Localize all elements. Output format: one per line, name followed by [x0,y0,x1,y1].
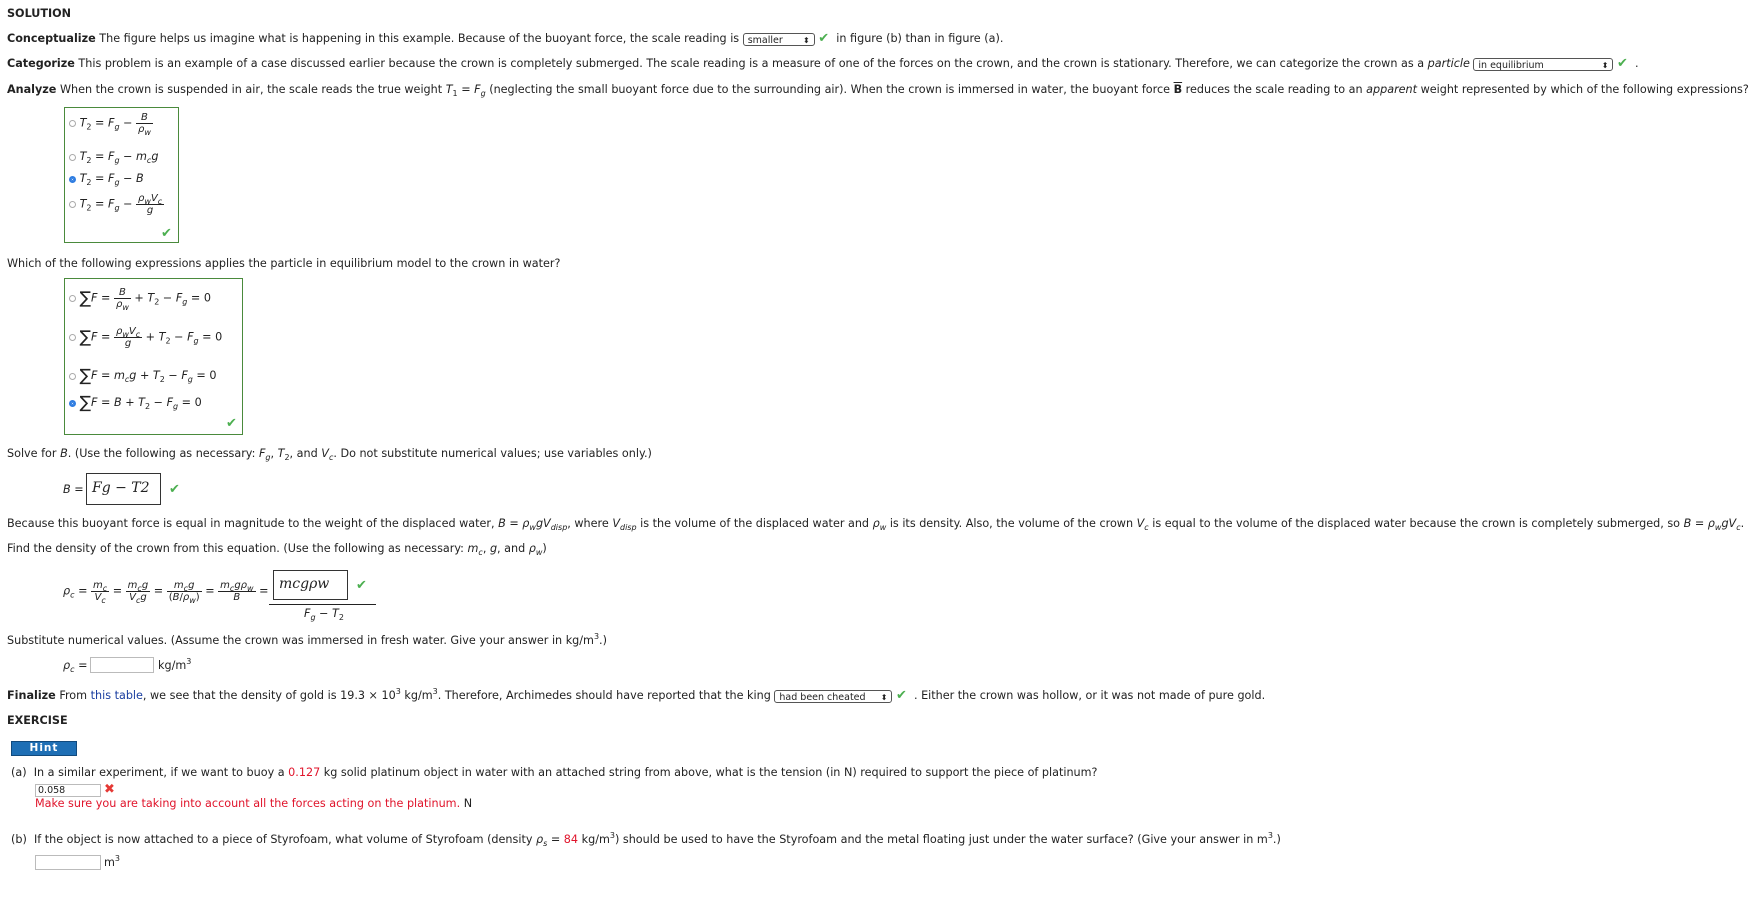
b-answer-value: Fg − T2 [92,480,150,496]
analyze-text-4: weight represented by which of the following expressions? [1420,83,1749,96]
part-a-answer-input[interactable]: 0.058 [35,784,101,797]
categorize-text-after: . [1635,57,1639,70]
conceptualize-line [7,31,1003,46]
q2-option-1[interactable]: ∑F = $\frac{\rho_wV_c}{g}$ + $T_2 - F_g = 0$ [69,326,222,349]
density-unit: $kg/m^3$ [158,657,192,672]
mass-value: 0.127 [288,766,321,779]
q1-option-0[interactable]: $T_2 = F_g$ − $\frac{B}{\rho_w}$ [69,112,153,135]
density-answer-field[interactable] [273,570,348,600]
q2-option-0[interactable]: ∑F = $\frac{B}{\rho_w}$ + $T_2 - F_g = 0$ [69,287,211,310]
fraction-bar [269,604,376,605]
select-arrows-icon: ⬍ [803,35,810,45]
checkmark-icon: ✔ [818,31,830,46]
styrofoam-density-value: 84 [563,833,579,846]
q2-prompt: Which of the following expressions applies the particle in equilibrium model to the crown in water? [7,257,561,270]
part-b-answer-input[interactable] [35,855,101,870]
conceptualize-label: Conceptualize [7,32,96,45]
density-value-input[interactable] [90,657,154,673]
select-arrows-icon: ⬍ [1601,60,1609,70]
radio-button-selected[interactable] [69,400,76,407]
scale-reading-select[interactable] [743,33,815,46]
categorize-label: Categorize [7,57,75,70]
solution-title: SOLUTION [7,7,72,20]
radio-button[interactable] [69,120,76,127]
hint-button[interactable]: Hint [11,741,77,756]
categorize-italic: particle [1427,57,1470,70]
substitute-prompt: Substitute numerical values. (Assume the crown was immersed in fresh water. Give your answer in $kg/m^3$.) [7,632,607,647]
particle-model-select-value: in equilibrium [1478,59,1544,71]
part-b-unit: $m^3$ [104,854,120,869]
radio-button[interactable] [69,154,76,161]
part-a-question: (a) In a similar experiment, if we want to buoy a 0.127 kg solid platinum object in water with an attached string from above, what is the tension (in N) required to support the piece of platinum? [11,766,1098,779]
categorize-text: This problem is an example of a case discussed earlier because the crown is completely submerged. The scale reading is a measure of one of the forces on the crown, and the crown is stationary. Therefore, we can categorize the crown as a [78,57,1425,70]
part-a-feedback: Make sure you are taking into account all the forces acting on the platinum. N [35,797,473,810]
b-answer-field[interactable] [86,473,161,505]
q2-option-2[interactable]: $\sum F = m_cg + T_2 - F_g = 0$ [69,366,216,386]
radio-button[interactable] [69,373,76,380]
checkmark-icon: ✔ [226,416,237,431]
checkmark-icon: ✔ [1616,56,1628,71]
q1-option-3[interactable]: $T_2 = F_g$ − $\frac{\rho_wV_c}{g}$ [69,193,164,216]
vector-b-symbol: $\overline{B}$ [1173,83,1183,96]
king-cheated-select[interactable] [774,690,892,703]
buoyant-text-line: Because this buoyant force is equal in magnitude to the weight of the displaced water, $B = \rho_wgV_{disp}$, where $V_{disp}$ is the volume of the displaced water and $\rho_w$ is its density. Also, the volume of the crown $V_c$ is equal to the volume of the displaced water because the crown is completely submerged, so $B = \rho_wgV_c$. [7,517,1745,532]
checkmark-icon: ✔ [895,688,907,703]
q1-option-1[interactable]: $T_2 = F_g - m_cg$ [69,150,158,163]
analyze-text-2: (neglecting the small buoyant force due to the surrounding air). When the crown is immersed in water, the buoyant force [489,83,1170,96]
density-answer-value: mcgρw [279,576,330,592]
part-b-question: (b) If the object is now attached to a piece of Styrofoam, what volume of Styrofoam (density $\rho_s = 84$ $kg/m^3$) should be used to have the Styrofoam and the metal floating just under the water surface? (Give your answer in $m^3$.) [11,831,1281,848]
density-denominator: $F_g - T_2$ [304,607,344,622]
error-x-icon: ✖ [104,782,115,797]
radio-button-selected[interactable] [69,176,76,183]
analyze-line: Analyze When the crown is suspended in air, the scale reads the true weight $T_1 = F_g$ (neglecting the small buoyant force due to the surrounding air). When the crown is immersed in water, the buoyant force $\overline{B}$ reduces the scale reading to an apparent weight represented by which of the following expressions? [7,83,1749,98]
radio-button[interactable] [69,334,76,341]
select-arrows-icon: ⬍ [880,692,888,702]
rho-c-label: $\rho_c$ = [63,659,88,674]
solve-b-prompt: Solve for B. (Use the following as necessary: $F_g$, $T_2$, and $V_c$. Do not substitute numerical values; use variables only.) [7,447,652,462]
q2-option-3[interactable]: $\sum F = B + T_2 - F_g = 0$ [69,393,202,413]
find-density-prompt: Find the density of the crown from this equation. (Use the following as necessary: $m_c$, g, and $\rho_w$) [7,542,547,557]
radio-button[interactable] [69,295,76,302]
particle-model-select[interactable] [1473,58,1613,71]
analyze-text-1: When the crown is suspended in air, the scale reads the true weight [59,83,443,96]
checkmark-icon: ✔ [161,226,172,241]
analyze-italic: apparent [1366,83,1418,96]
conceptualize-text: The figure helps us imagine what is happening in this example. Because of the buoyant force, the scale reading is [99,32,740,45]
q1-option-2[interactable]: $T_2 = F_g - B$ [69,172,144,185]
categorize-line [7,56,1639,71]
b-equals-label: B = [63,483,84,496]
scale-reading-select-value: smaller [747,34,783,46]
analyze-text-3: reduces the scale reading to an [1185,83,1363,96]
checkmark-icon: ✔ [169,482,180,497]
checkmark-icon: ✔ [356,578,367,593]
table-link[interactable]: this table [90,689,143,702]
analyze-label: Analyze [7,83,57,96]
density-derivation: $\rho_c$ = $\frac{m_c}{V_c}$ = $\frac{m_cg}{V_cg}$ = $\frac{m_cg}{(B/\rho_w)}$ = $\frac{m_cg\rho_w}{B}$ = [63,580,269,605]
king-cheated-select-value: had been cheated [779,691,866,703]
conceptualize-text-after: in figure (b) than in figure (a). [836,32,1004,45]
finalize-line: Finalize From this table, we see that the density of gold is $19.3 \times 10^3$ $kg/m^3$. Therefore, Archimedes should have reported that the king had been cheated ⬍ ✔ . Either the crown was hollow, or it was not made of pure gold. [7,687,1266,703]
exercise-title: EXERCISE [7,714,68,727]
radio-button[interactable] [69,201,76,208]
